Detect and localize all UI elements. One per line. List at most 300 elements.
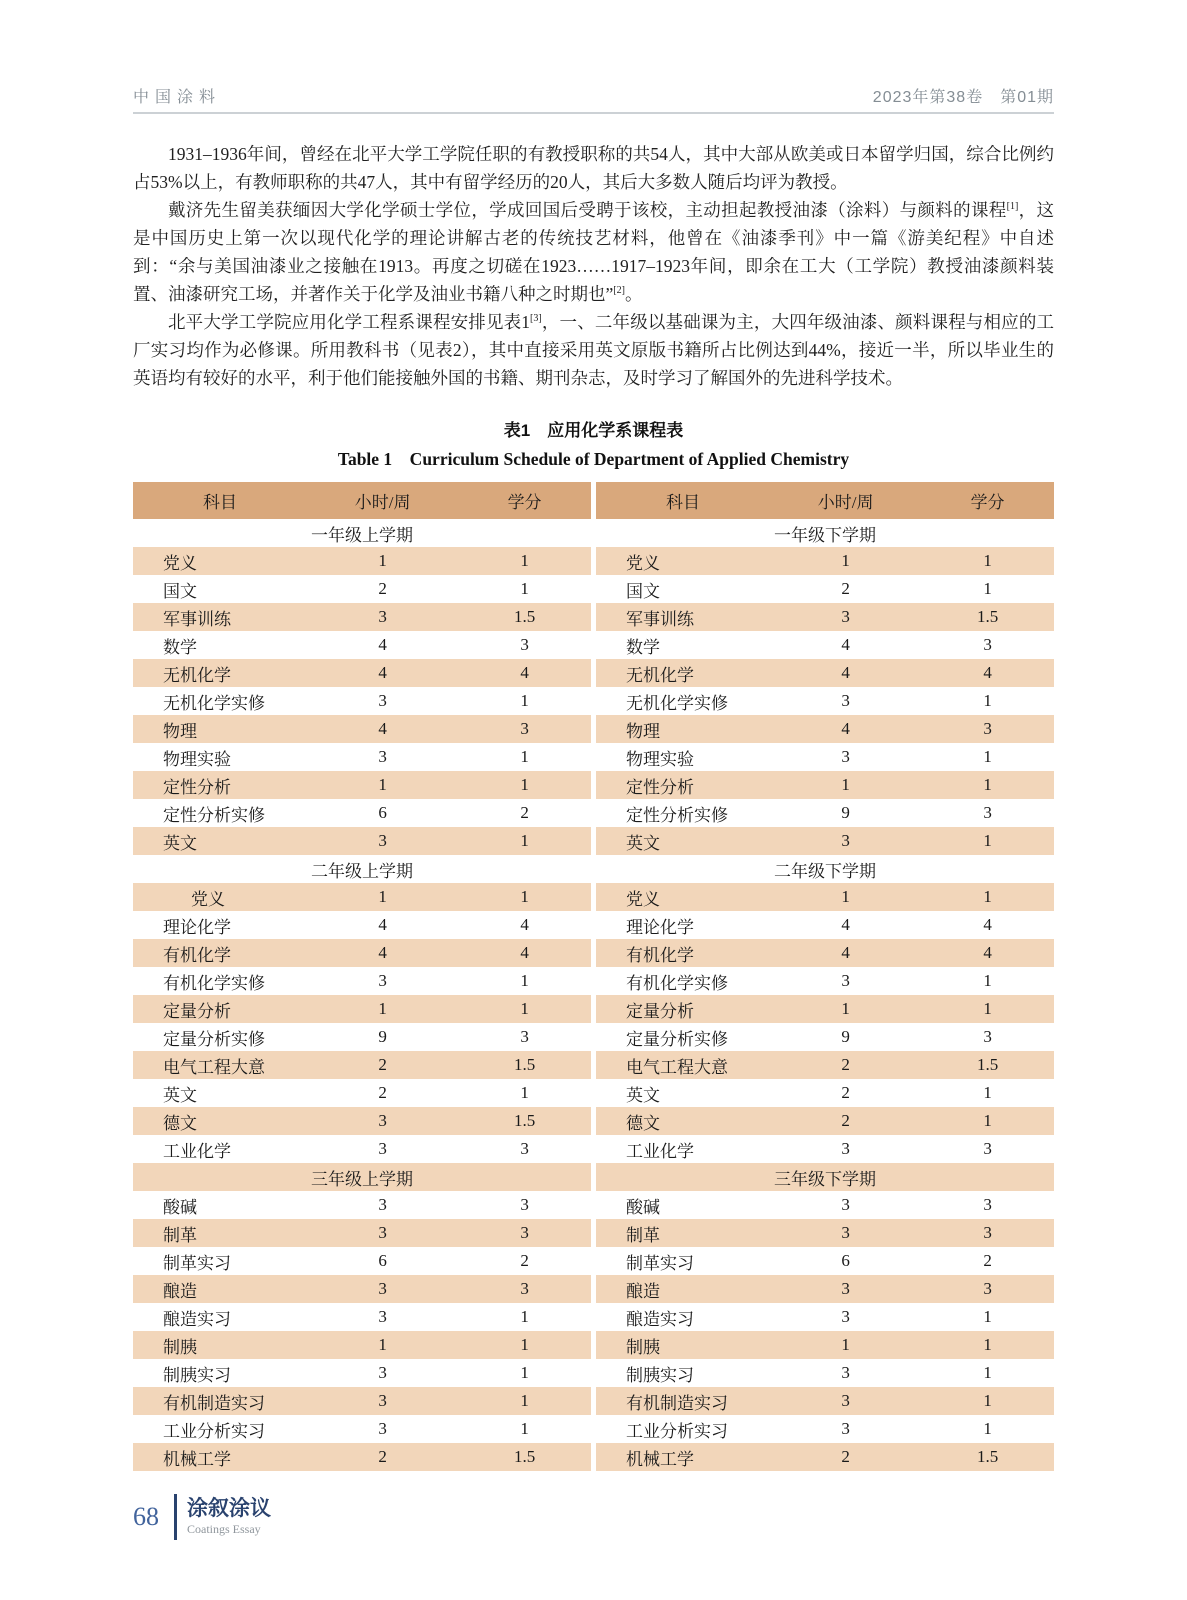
paragraph-text: 戴济先生留美获缅因大学化学硕士学位，学成回国后受聘于该校，主动担起教授油漆（涂料）与颜料的课程 — [168, 200, 1007, 220]
hours-cell: 4 — [841, 663, 850, 682]
subject-cell: 定性分析实修 — [163, 805, 265, 825]
course-row-half — [596, 631, 1054, 659]
course-row-half — [596, 575, 1054, 603]
credits-cell: 1.5 — [976, 1055, 999, 1074]
hours-cell: 3 — [378, 1195, 387, 1214]
semester-section-title: 一年级下学期 — [774, 525, 876, 545]
credits-cell: 3 — [520, 1223, 529, 1242]
course-row-half — [596, 995, 1054, 1023]
credits-cell: 1 — [983, 831, 992, 850]
course-row-half — [133, 1135, 591, 1163]
course-row-half — [596, 1387, 1054, 1415]
course-row-half — [133, 659, 591, 687]
course-row-half — [596, 967, 1054, 995]
hours-cell: 3 — [378, 1363, 387, 1382]
hours-cell: 4 — [841, 915, 850, 934]
body-paragraphs — [133, 140, 1054, 392]
table-row — [133, 1415, 1054, 1443]
credits-cell: 1 — [983, 887, 992, 906]
page-content — [133, 0, 1054, 1471]
table-row — [133, 1023, 1054, 1051]
reference-superscript: [1] — [1006, 201, 1019, 213]
paragraph-text: 。 — [624, 284, 643, 304]
semester-section-half — [133, 855, 591, 883]
table-row — [133, 967, 1054, 995]
course-row-half — [133, 995, 591, 1023]
credits-cell: 2 — [983, 1251, 992, 1270]
subject-cell: 党义 — [626, 553, 660, 573]
hours-cell: 1 — [841, 999, 850, 1018]
table-row — [133, 911, 1054, 939]
hours-cell: 4 — [378, 943, 387, 962]
course-row-half — [596, 771, 1054, 799]
subject-cell: 无机化学实修 — [626, 693, 728, 713]
subject-cell: 机械工学 — [163, 1449, 231, 1469]
course-row-half — [596, 547, 1054, 575]
course-row-half — [133, 1443, 591, 1471]
subject-cell: 无机化学 — [163, 665, 231, 685]
section-row — [133, 855, 1054, 883]
hours-cell: 3 — [378, 607, 387, 626]
hours-cell: 1 — [378, 775, 387, 794]
hours-cell: 3 — [841, 1363, 850, 1382]
credits-cell: 3 — [983, 803, 992, 822]
hours-cell: 2 — [378, 579, 387, 598]
credits-cell: 3 — [983, 1027, 992, 1046]
subject-cell: 酸碱 — [626, 1197, 660, 1217]
credits-cell: 1 — [983, 1419, 992, 1438]
hours-cell: 1 — [841, 775, 850, 794]
table-header-half — [596, 482, 1054, 519]
course-row-half — [133, 1275, 591, 1303]
column-header: 科目 — [203, 493, 238, 512]
credits-cell: 1.5 — [513, 1111, 536, 1130]
course-row-half — [596, 911, 1054, 939]
hours-cell: 4 — [378, 663, 387, 682]
subject-cell: 工业化学 — [163, 1141, 231, 1161]
hours-cell: 3 — [378, 691, 387, 710]
table-row — [133, 715, 1054, 743]
subject-cell: 制胰实习 — [163, 1365, 231, 1385]
subject-cell: 酿造实习 — [626, 1309, 694, 1329]
credits-cell: 3 — [983, 1195, 992, 1214]
credits-cell: 1.5 — [513, 1055, 536, 1074]
credits-cell: 3 — [520, 1279, 529, 1298]
hours-cell: 2 — [841, 579, 850, 598]
subject-cell: 党义 — [163, 553, 197, 573]
credits-cell: 1 — [520, 1363, 529, 1382]
header-rule — [133, 112, 1054, 114]
credits-cell: 1 — [520, 551, 529, 570]
subject-cell: 酸碱 — [163, 1197, 197, 1217]
course-row-half — [133, 1023, 591, 1051]
subject-cell: 有机制造实习 — [626, 1393, 728, 1413]
table-row — [133, 771, 1054, 799]
table-row — [133, 799, 1054, 827]
course-row-half — [596, 1107, 1054, 1135]
course-row-half — [133, 1303, 591, 1331]
hours-cell: 1 — [378, 999, 387, 1018]
subject-cell: 定性分析 — [626, 777, 694, 797]
subject-cell: 制革实习 — [163, 1253, 231, 1273]
subject-cell: 德文 — [626, 1113, 660, 1133]
subject-cell: 电气工程大意 — [163, 1057, 265, 1077]
paragraph — [133, 196, 1054, 308]
credits-cell: 1 — [520, 971, 529, 990]
hours-cell: 3 — [378, 1223, 387, 1242]
semester-section-half — [133, 519, 591, 547]
hours-cell: 2 — [841, 1055, 850, 1074]
subject-cell: 数学 — [626, 637, 660, 657]
subject-cell: 军事训练 — [163, 609, 231, 629]
hours-cell: 1 — [378, 1335, 387, 1354]
credits-cell: 3 — [983, 1223, 992, 1242]
hours-cell: 6 — [378, 803, 387, 822]
course-row-half — [596, 1415, 1054, 1443]
hours-cell: 3 — [841, 1195, 850, 1214]
credits-cell: 4 — [520, 915, 529, 934]
subject-cell: 定量分析 — [163, 1001, 231, 1021]
subject-cell: 工业化学 — [626, 1141, 694, 1161]
course-row-half — [596, 743, 1054, 771]
credits-cell: 1 — [983, 999, 992, 1018]
subject-cell: 军事训练 — [626, 609, 694, 629]
table-row — [133, 687, 1054, 715]
credits-cell: 1 — [983, 1307, 992, 1326]
course-row-half — [596, 1219, 1054, 1247]
credits-cell: 2 — [520, 803, 529, 822]
course-row-half — [133, 1387, 591, 1415]
subject-cell: 党义 — [626, 889, 660, 909]
course-row-half — [596, 1359, 1054, 1387]
course-row-half — [133, 771, 591, 799]
credits-cell: 1 — [520, 887, 529, 906]
course-row-half — [133, 1359, 591, 1387]
subject-cell: 酿造实习 — [163, 1309, 231, 1329]
course-row-half — [596, 1191, 1054, 1219]
semester-section-title: 二年级上学期 — [311, 861, 413, 881]
footer-section-en: Coatings Essay — [187, 1522, 261, 1537]
credits-cell: 1 — [983, 1083, 992, 1102]
course-row-half — [596, 1135, 1054, 1163]
course-row-half — [596, 939, 1054, 967]
semester-section-half — [596, 855, 1054, 883]
subject-cell: 机械工学 — [626, 1449, 694, 1469]
curriculum-table — [133, 482, 1054, 1471]
course-row-half — [133, 603, 591, 631]
hours-cell: 3 — [378, 1419, 387, 1438]
course-row-half — [596, 1023, 1054, 1051]
table-row — [133, 1051, 1054, 1079]
course-row-half — [133, 1079, 591, 1107]
credits-cell: 4 — [983, 915, 992, 934]
subject-cell: 制革 — [626, 1225, 660, 1245]
credits-cell: 3 — [983, 1279, 992, 1298]
hours-cell: 3 — [841, 1419, 850, 1438]
reference-superscript: [3] — [530, 313, 542, 325]
semester-section-title: 三年级下学期 — [774, 1169, 876, 1189]
table-row — [133, 743, 1054, 771]
subject-cell: 物理实验 — [626, 749, 694, 769]
table-row — [133, 603, 1054, 631]
table-row — [133, 1331, 1054, 1359]
hours-cell: 3 — [841, 607, 850, 626]
table-row — [133, 939, 1054, 967]
hours-cell: 3 — [378, 1307, 387, 1326]
subject-cell: 定性分析 — [163, 777, 231, 797]
column-header: 小时/周 — [354, 493, 411, 512]
course-row-half — [133, 1191, 591, 1219]
section-row — [133, 519, 1054, 547]
course-row-half — [133, 575, 591, 603]
table-row — [133, 883, 1054, 911]
subject-cell: 制革实习 — [626, 1253, 694, 1273]
course-row-half — [133, 743, 591, 771]
hours-cell: 9 — [841, 1027, 850, 1046]
footer-section-cn: 涂叙涂议 — [187, 1496, 271, 1520]
credits-cell: 4 — [983, 663, 992, 682]
subject-cell: 国文 — [163, 581, 197, 601]
subject-cell: 英文 — [626, 833, 660, 853]
credits-cell: 2 — [520, 1251, 529, 1270]
subject-cell: 物理实验 — [163, 749, 231, 769]
table-row — [133, 827, 1054, 855]
subject-cell: 有机化学 — [626, 945, 694, 965]
semester-section-half — [596, 1163, 1054, 1191]
hours-cell: 3 — [841, 691, 850, 710]
hours-cell: 9 — [378, 1027, 387, 1046]
subject-cell: 工业分析实习 — [163, 1421, 265, 1441]
hours-cell: 3 — [378, 1391, 387, 1410]
hours-cell: 3 — [378, 1139, 387, 1158]
credits-cell: 4 — [520, 943, 529, 962]
credits-cell: 1 — [983, 747, 992, 766]
paragraph-text: ，一、二年级以基础课为主，大四年级油漆、颜料课程与相应的工厂实习均作为必修课。所用教科书（见表2），其中直接采用英文原版书籍所占比例达到44%，接近一半，所以毕业生的英语均有较好的水平，利于他们能接触外国的书籍、期刊杂志，及时学习了解国外的先进科学技术。 — [133, 312, 1054, 388]
subject-cell: 英文 — [626, 1085, 660, 1105]
course-row-half — [133, 547, 591, 575]
course-row-half — [133, 827, 591, 855]
course-row-half — [596, 827, 1054, 855]
table-title — [133, 416, 1054, 471]
table-row — [133, 1359, 1054, 1387]
subject-cell: 数学 — [163, 637, 197, 657]
column-header: 学分 — [970, 493, 1005, 512]
course-row-half — [596, 715, 1054, 743]
paragraph — [133, 140, 1054, 196]
semester-section-title: 三年级上学期 — [311, 1169, 413, 1189]
credits-cell: 3 — [983, 719, 992, 738]
credits-cell: 1 — [983, 691, 992, 710]
subject-cell: 定量分析 — [626, 1001, 694, 1021]
semester-section-half — [596, 519, 1054, 547]
course-row-half — [596, 1051, 1054, 1079]
credits-cell: 1 — [520, 1419, 529, 1438]
subject-cell: 酿造 — [626, 1281, 660, 1301]
credits-cell: 1 — [983, 1111, 992, 1130]
semester-section-half — [133, 1163, 591, 1191]
credits-cell: 1.5 — [513, 607, 536, 626]
hours-cell: 2 — [378, 1083, 387, 1102]
course-row-half — [596, 687, 1054, 715]
credits-cell: 1 — [520, 747, 529, 766]
subject-cell: 有机化学实修 — [163, 973, 265, 993]
course-row-half — [133, 1219, 591, 1247]
table-header-row — [133, 482, 1054, 519]
hours-cell: 2 — [841, 1111, 850, 1130]
subject-cell: 制胰 — [626, 1337, 660, 1357]
table-row — [133, 1247, 1054, 1275]
subject-cell: 国文 — [626, 581, 660, 601]
credits-cell: 1.5 — [976, 607, 999, 626]
subject-cell: 理论化学 — [163, 917, 231, 937]
subject-cell: 制革 — [163, 1225, 197, 1245]
subject-cell: 定量分析实修 — [163, 1029, 265, 1049]
table-row — [133, 1387, 1054, 1415]
course-row-half — [596, 659, 1054, 687]
subject-cell: 物理 — [163, 721, 197, 741]
credits-cell: 1.5 — [976, 1447, 999, 1466]
subject-cell: 电气工程大意 — [626, 1057, 728, 1077]
subject-cell: 英文 — [163, 833, 197, 853]
credits-cell: 3 — [520, 1195, 529, 1214]
course-row-half — [133, 1051, 591, 1079]
subject-cell: 理论化学 — [626, 917, 694, 937]
subject-cell: 党义 — [191, 889, 225, 909]
footer-divider — [174, 1494, 177, 1540]
table-header-half — [133, 482, 591, 519]
semester-section-title: 一年级上学期 — [311, 525, 413, 545]
credits-cell: 1 — [520, 775, 529, 794]
course-row-half — [133, 715, 591, 743]
hours-cell: 3 — [841, 1279, 850, 1298]
subject-cell: 英文 — [163, 1085, 197, 1105]
hours-cell: 3 — [378, 971, 387, 990]
page-number: 68 — [133, 1502, 159, 1531]
course-row-half — [596, 1275, 1054, 1303]
credits-cell: 1 — [520, 1083, 529, 1102]
credits-cell: 1 — [520, 1391, 529, 1410]
hours-cell: 2 — [841, 1083, 850, 1102]
subject-cell: 定性分析实修 — [626, 805, 728, 825]
hours-cell: 4 — [841, 635, 850, 654]
hours-cell: 3 — [378, 1279, 387, 1298]
course-row-half — [133, 883, 591, 911]
hours-cell: 6 — [378, 1251, 387, 1270]
course-row-half — [596, 883, 1054, 911]
credits-cell: 1 — [983, 775, 992, 794]
course-row-half — [596, 1331, 1054, 1359]
section-row — [133, 1163, 1054, 1191]
hours-cell: 3 — [841, 1307, 850, 1326]
page-header — [133, 0, 1054, 107]
course-row-half — [133, 687, 591, 715]
course-row-half — [596, 1079, 1054, 1107]
table-row — [133, 995, 1054, 1023]
subject-cell: 物理 — [626, 721, 660, 741]
subject-cell: 德文 — [163, 1113, 197, 1133]
subject-cell: 无机化学 — [626, 665, 694, 685]
subject-cell: 有机化学 — [163, 945, 231, 965]
reference-superscript: [2] — [613, 285, 625, 297]
paragraph-text: ，这是中国历史上第一次以现代化学的理论讲解古老的传统技艺材料，他曾在《油漆季刊》中一篇《游美纪程》中自述到：“余与美国油漆业之接触在1913。再度之切磋在1923……1917–1923年间，即余在工大（工学院）教授油漆颜料装置、油漆研究工场，并著作关于化学及油业书籍八种之时期也” — [133, 200, 1054, 304]
table-row — [133, 1275, 1054, 1303]
credits-cell: 3 — [520, 635, 529, 654]
hours-cell: 3 — [841, 1391, 850, 1410]
hours-cell: 3 — [378, 1111, 387, 1130]
table-row — [133, 1191, 1054, 1219]
course-row-half — [133, 1107, 591, 1135]
table-title-cn: 表1 应用化学系课程表 — [503, 421, 684, 440]
credits-cell: 1 — [983, 579, 992, 598]
credits-cell: 1 — [520, 579, 529, 598]
table-row — [133, 659, 1054, 687]
hours-cell: 3 — [378, 831, 387, 850]
table-row — [133, 1135, 1054, 1163]
table-row — [133, 1443, 1054, 1471]
credits-cell: 1 — [520, 831, 529, 850]
hours-cell: 3 — [841, 971, 850, 990]
table-row — [133, 575, 1054, 603]
table-row — [133, 631, 1054, 659]
hours-cell: 3 — [841, 747, 850, 766]
credits-cell: 3 — [520, 1139, 529, 1158]
course-row-half — [133, 1415, 591, 1443]
course-row-half — [596, 1247, 1054, 1275]
course-row-half — [133, 967, 591, 995]
credits-cell: 1 — [983, 1335, 992, 1354]
issue-info: 2023年第38卷 第01期 — [872, 89, 1054, 106]
column-header: 科目 — [666, 493, 701, 512]
hours-cell: 3 — [841, 1223, 850, 1242]
page-footer — [133, 1494, 271, 1540]
subject-cell: 制胰 — [163, 1337, 197, 1357]
course-row-half — [596, 1443, 1054, 1471]
course-row-half — [596, 799, 1054, 827]
hours-cell: 1 — [841, 1335, 850, 1354]
course-row-half — [133, 911, 591, 939]
credits-cell: 1 — [983, 971, 992, 990]
paragraph — [133, 308, 1054, 392]
table-row — [133, 1079, 1054, 1107]
table-row — [133, 1107, 1054, 1135]
subject-cell: 无机化学实修 — [163, 693, 265, 713]
journal-name: 中国涂料 — [133, 89, 222, 106]
credits-cell: 3 — [520, 1027, 529, 1046]
hours-cell: 1 — [841, 887, 850, 906]
hours-cell: 2 — [378, 1055, 387, 1074]
hours-cell: 3 — [841, 831, 850, 850]
credits-cell: 4 — [520, 663, 529, 682]
hours-cell: 4 — [378, 915, 387, 934]
credits-cell: 1.5 — [513, 1447, 536, 1466]
hours-cell: 4 — [841, 943, 850, 962]
credits-cell: 3 — [983, 635, 992, 654]
column-header: 学分 — [507, 493, 542, 512]
table-title-en: Table 1 Curriculum Schedule of Department of Applied Chemistry — [337, 449, 850, 469]
table-row — [133, 1219, 1054, 1247]
subject-cell: 有机制造实习 — [163, 1393, 265, 1413]
course-row-half — [133, 799, 591, 827]
hours-cell: 4 — [378, 635, 387, 654]
course-row-half — [133, 1247, 591, 1275]
credits-cell: 3 — [983, 1139, 992, 1158]
credits-cell: 1 — [983, 551, 992, 570]
hours-cell: 6 — [841, 1251, 850, 1270]
course-row-half — [133, 1331, 591, 1359]
paragraph-text: 北平大学工学院应用化学工程系课程安排见表1 — [168, 312, 531, 332]
hours-cell: 1 — [841, 551, 850, 570]
paragraph-text: 1931–1936年间，曾经在北平大学工学院任职的有教授职称的共54人，其中大部从欧美或日本留学归国，综合比例约占53%以上，有教师职称的共47人，其中有留学经历的20人，其后大多数人随后均评为教授。 — [133, 144, 1054, 192]
